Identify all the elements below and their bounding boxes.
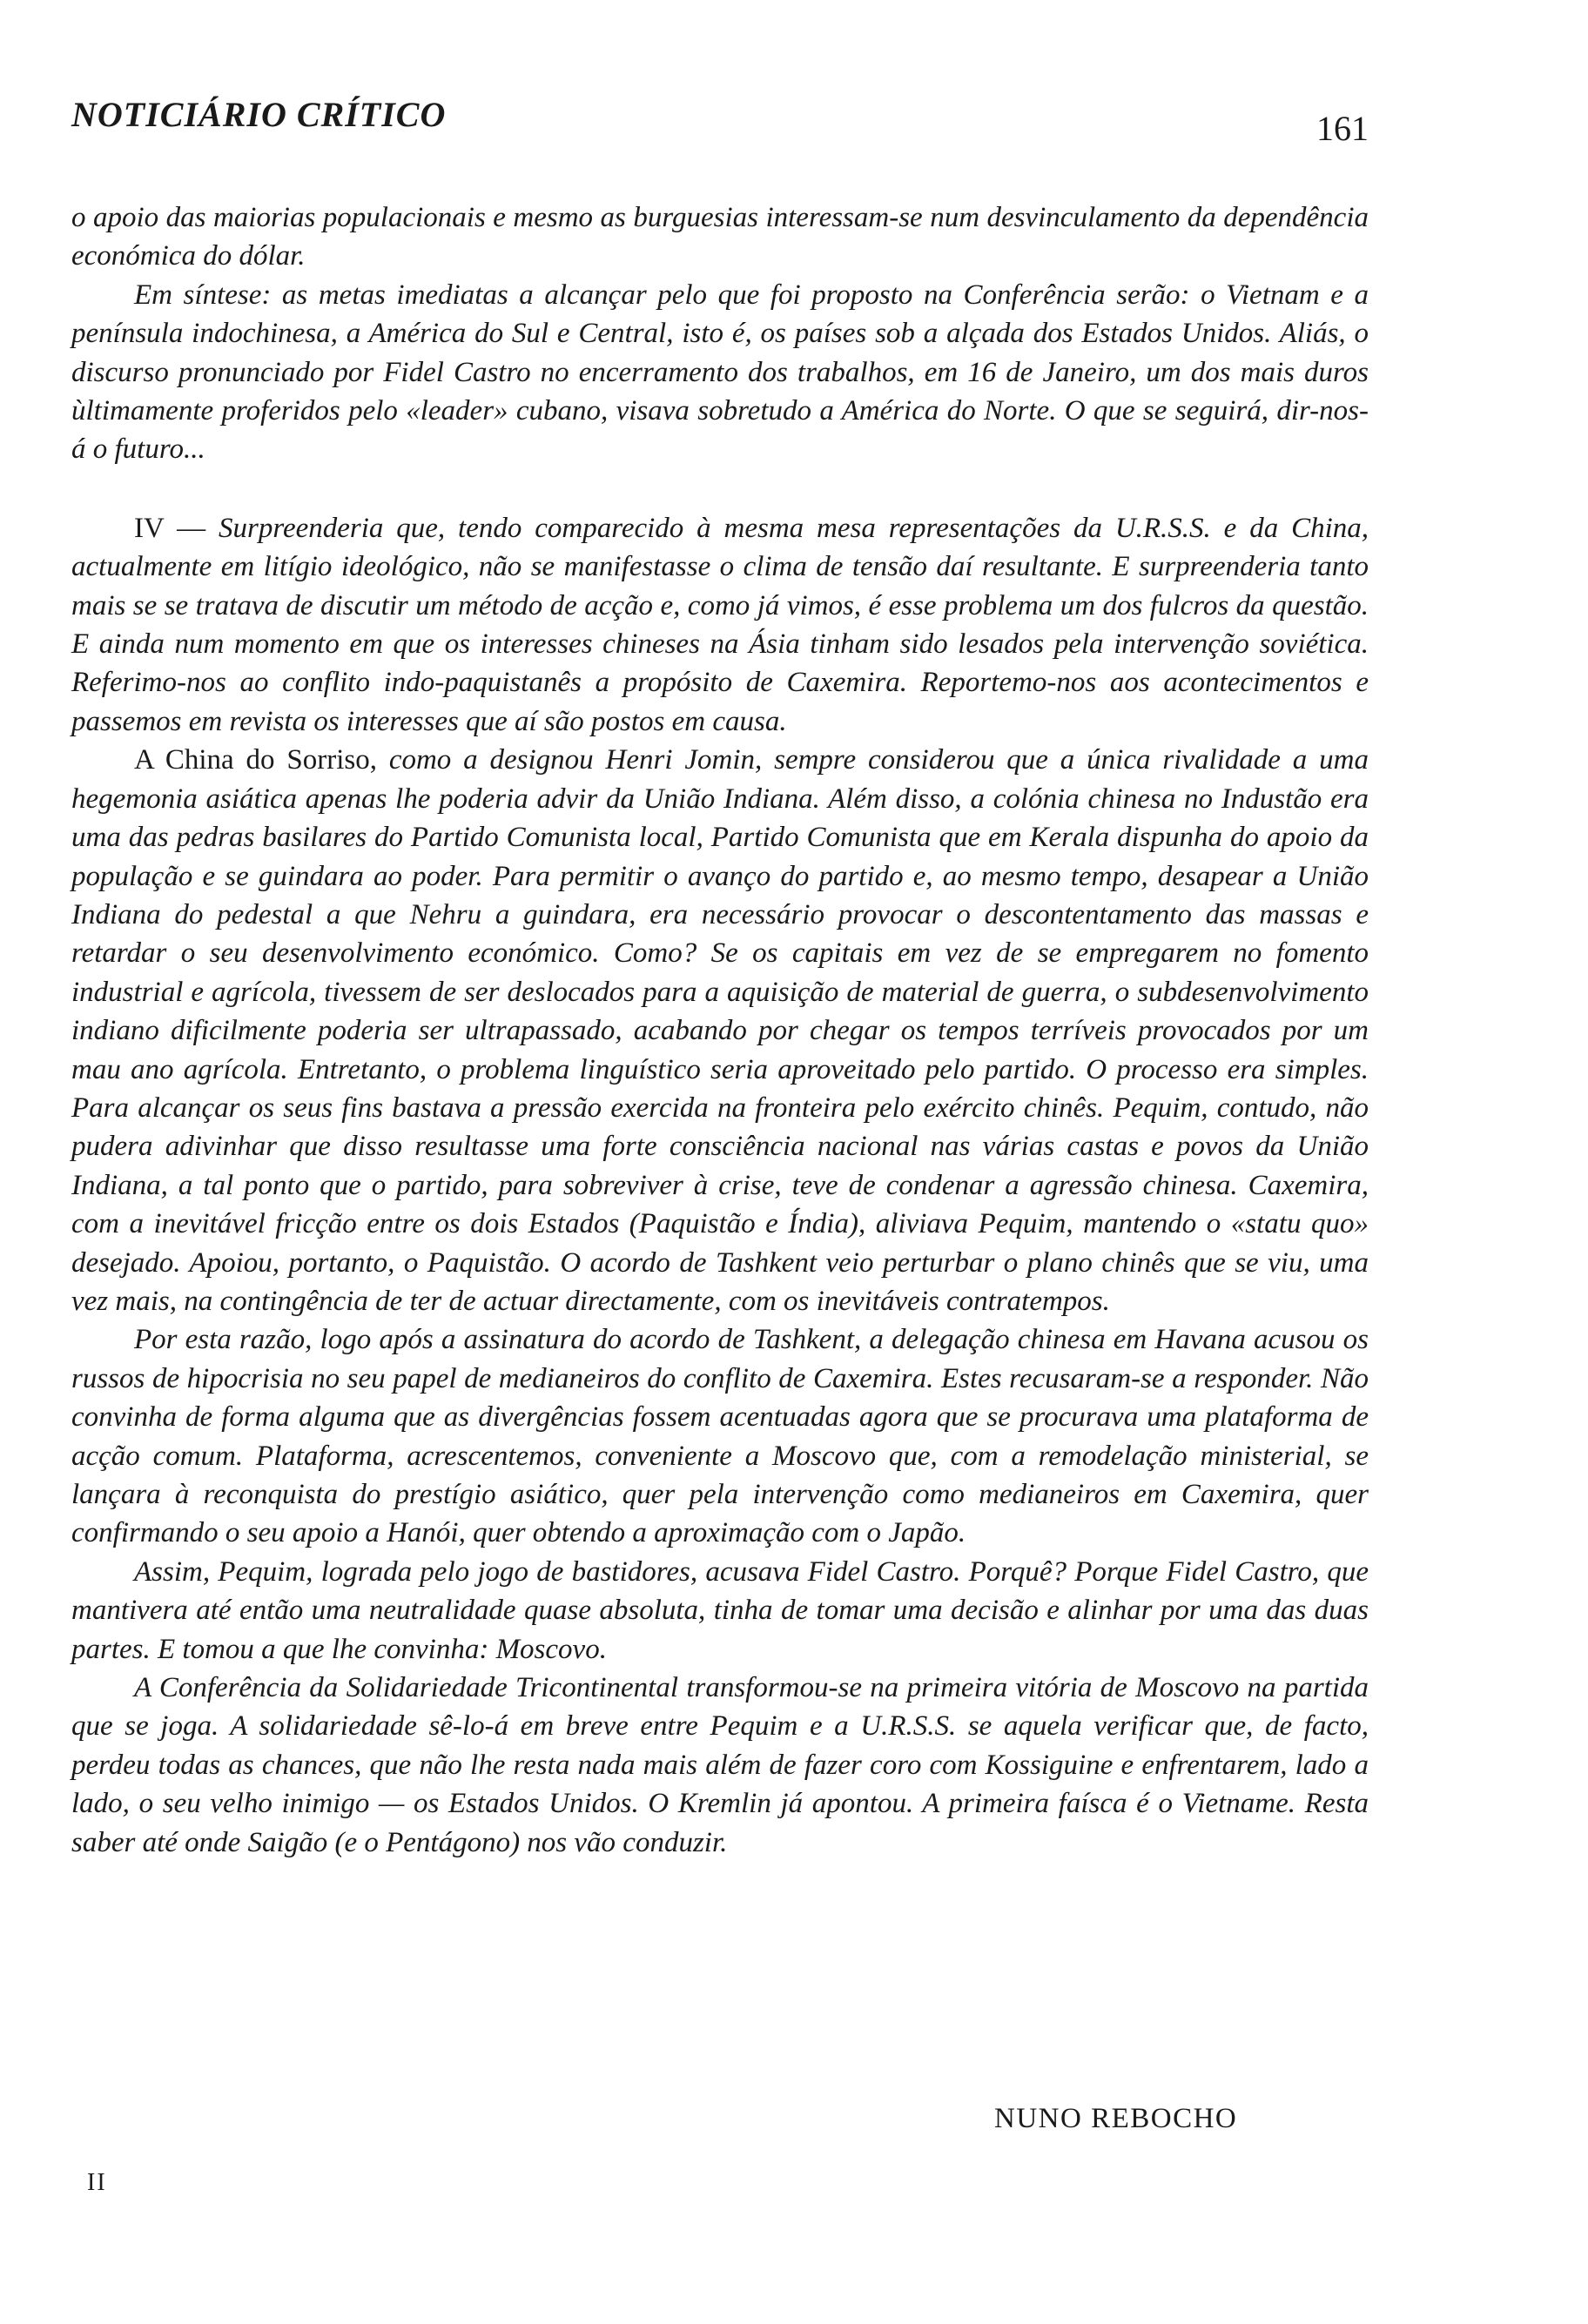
paragraph-text: o apoio das maiorias populacionais e mesmo as burguesias interessam-se num desvinculamento da dependência económica do dólar. [71, 202, 1369, 272]
paragraph [71, 1553, 1369, 1669]
paragraph-lead: A China do Sorriso, [134, 744, 389, 776]
section-number: IV — [134, 512, 219, 544]
paragraph [71, 198, 1369, 276]
section-iv-paragraph [71, 509, 1369, 741]
printer-signature-mark: II [87, 2169, 107, 2196]
paragraph-text: A Conferência da Solidariedade Tricontinental transformou-se na primeira vitória de Moscovo na partida que se joga. A solidariedade sê-lo-á em breve entre Pequim e a U.R.S.S. se aquela verificar que, de facto, perdeu todas as chances, que não lhe resta nada mais além de fazer coro com Kossiguine e enfrentarem, lado a lado, o seu velho inimigo — os Estados Unidos. O Kremlin já apontou. A primeira faísca é o Vietname. Resta saber até onde Saigão (e o Pentágono) nos vão conduzir. [71, 1672, 1369, 1858]
page-number: 161 [1316, 109, 1369, 148]
paragraph-text: Em síntese: as metas imediatas a alcançar pelo que foi proposto na Conferência serão: o Vietnam e a península indochinesa, a América do Sul e Central, isto é, os países sob a alçada dos Estados Unidos. Aliás, o discurso pronunciado por Fidel Castro no encerramento dos trabalhos, em 16 de Janeiro, um dos mais duros ùltimamente proferidos pelo «leader» cubano, visava sobretudo a América do Norte. O que se seguirá, dir-nos-á o futuro... [71, 279, 1369, 466]
running-head: NOTICIÁRIO CRÍTICO [71, 95, 447, 134]
author-signature: NUNO REBOCHO [994, 2103, 1238, 2134]
paragraph-text: Assim, Pequim, lograda pelo jogo de bastidores, acusava Fidel Castro. Porquê? Porque Fidel Castro, que mantivera até então uma neutralidade quase absoluta, tinha de tomar uma decisão e alinhar por uma das duas partes. E tomou a que lhe convinha: Moscovo. [71, 1555, 1369, 1665]
paragraph-text: Por esta razão, logo após a assinatura do acordo de Tashkent, a delegação chinesa em Havana acusou os russos de hipocrisia no seu papel de medianeiros do conflito de Caxemira. Estes recusaram-se a responder. Não convinha de forma alguma que as divergências fossem acentuadas agora que se procurava uma plataforma de acção comum. Plataforma, acrescentemos, conveniente a Moscovo que, com a remodelação ministerial, se lançara à reconquista do prestígio asiático, quer pela intervenção como medianeiros em Caxemira, quer confirmando o seu apoio a Hanói, quer obtendo a aproximação com o Japão. [71, 1324, 1369, 1549]
paragraph [71, 1320, 1369, 1552]
paragraph [71, 741, 1369, 1320]
paragraph [71, 1669, 1369, 1862]
paragraph [71, 276, 1369, 469]
article-body [71, 198, 1369, 1862]
paragraph-text: Surpreenderia que, tendo comparecido à mesma mesa representações da U.R.S.S. e da China, actualmente em litígio ideológico, não se manifestasse o clima de tensão daí resultante. E surpreenderia tanto mais se se tratava de discutir um método de acção e, como já vimos, é esse problema um dos fulcros da questão. E ainda num momento em que os interesses chineses na Ásia tinham sido lesados pela intervenção soviética. Referimo-nos ao conflito indo-paquistanês a propósito de Caxemira. Reportemo-nos aos acontecimentos e passemos em revista os interesses que aí são postos em causa. [71, 512, 1369, 737]
paragraph-text: como a designou Henri Jomin, sempre considerou que a única rivalidade a uma hegemonia asiática apenas lhe poderia advir da União Indiana. Além disso, a colónia chinesa no Industão era uma das pedras basilares do Partido Comunista local, Partido Comunista que em Kerala dispunha do apoio da população e se guindara ao poder. Para permitir o avanço do partido e, ao mesmo tempo, desapear a União Indiana do pedestal a que Nehru a guindara, era necessário provocar o descontentamento das massas e retardar o seu desenvolvimento económico. Como? Se os capitais em vez de se empregarem no fomento industrial e agrícola, tivessem de ser deslocados para a aquisição de material de guerra, o subdesenvolvimento indiano dificilmente poderia ser ultrapassado, acabando por chegar os tempos terríveis provocados por um mau ano agrícola. Entretanto, o problema linguístico seria aproveitado pelo partido. O processo era simples. Para alcançar os seus fins bastava a pressão exercida na fronteira pelo exército chinês. Pequim, contudo, não pudera adivinhar que disso resultasse uma forte consciência nacional nas várias castas e povos da União Indiana, a tal ponto que o partido, para sobreviver à crise, teve de condenar a agressão chinesa. Caxemira, com a inevitável fricção entre os dois Estados (Paquistão e Índia), aliviava Pequim, mantendo o «statu quo» desejado. Apoiou, portanto, o Paquistão. O acordo de Tashkent veio perturbar o plano chinês que se viu, uma vez mais, na contingência de ter de actuar directamente, com os inevitáveis contratempos. [71, 744, 1369, 1317]
